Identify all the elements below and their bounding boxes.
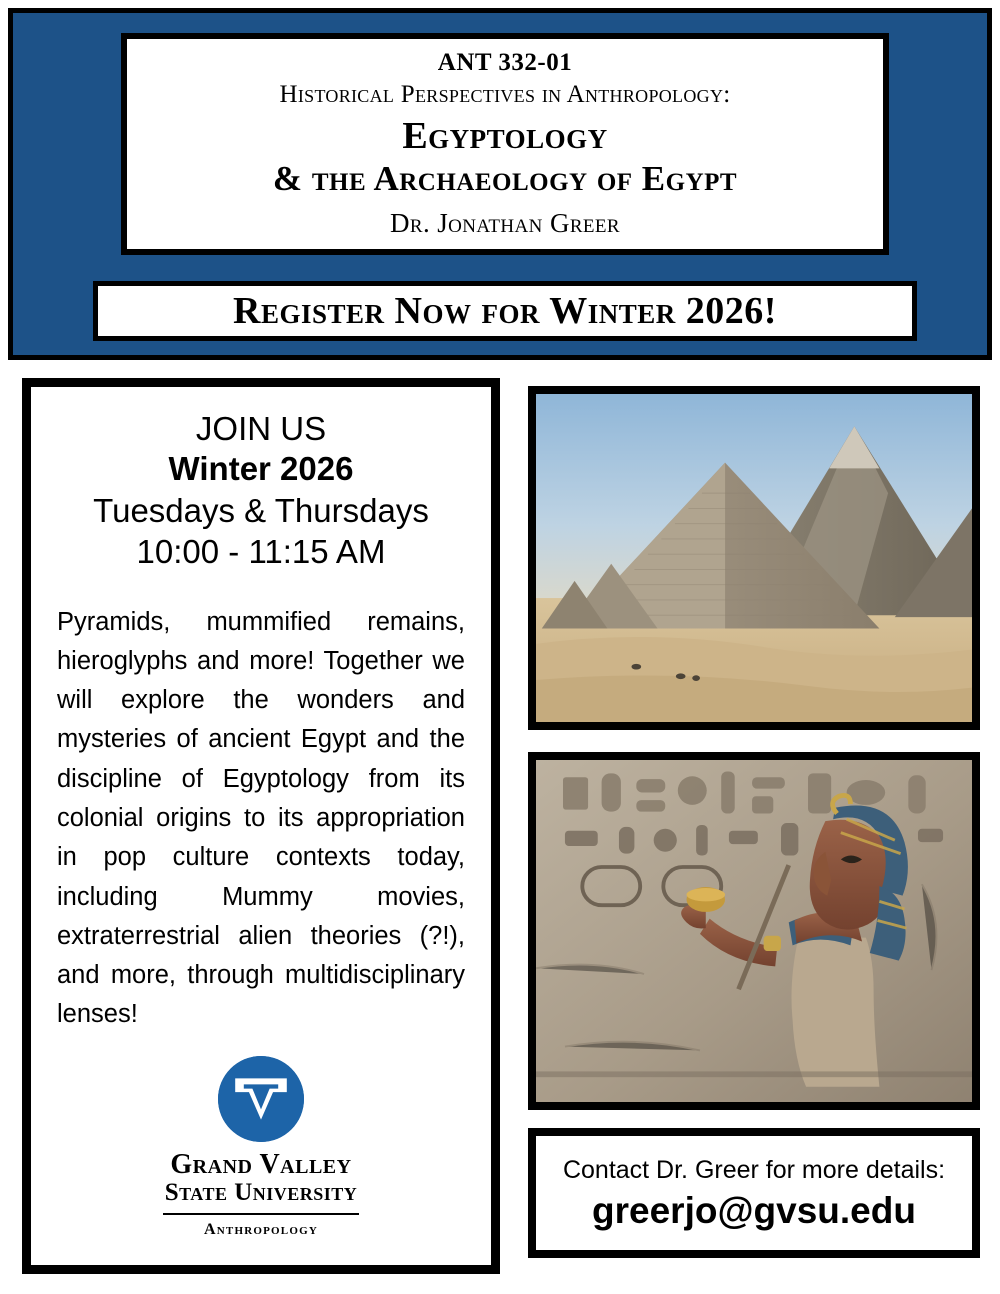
giza-pyramids-photo bbox=[528, 386, 980, 730]
course-code: ANT 332-01 bbox=[437, 49, 573, 77]
register-callout bbox=[93, 281, 917, 341]
gvsu-name-line1: Grand Valley bbox=[170, 1149, 352, 1181]
gvsu-logo bbox=[31, 1056, 491, 1239]
register-callout-text: Register Now for Winter 2026! bbox=[233, 290, 777, 332]
logo-divider bbox=[163, 1213, 359, 1215]
contact-email[interactable]: greerjo@gvsu.edu bbox=[592, 1189, 916, 1231]
course-details-panel bbox=[22, 378, 500, 1274]
course-title-box bbox=[121, 33, 889, 255]
join-us-heading: JOIN US bbox=[195, 410, 327, 447]
term-label: Winter 2026 bbox=[168, 450, 354, 488]
course-description: Pyramids, mummified remains, hieroglyphs and more! Together we will explore the wonders and mysteries of ancient Egypt and the discipline of Egyptology from its colonial origins to its appropriation in pop culture contexts today, including Mummy movies, extraterrestrial alien theories (?!), and more, through multidisciplinary lenses! bbox=[57, 607, 465, 1029]
course-title-line1: Egyptology bbox=[402, 115, 608, 158]
contact-prompt: Contact Dr. Greer for more details: bbox=[562, 1155, 946, 1184]
contact-box bbox=[528, 1128, 980, 1258]
instructor-name: Dr. Jonathan Greer bbox=[389, 207, 620, 238]
meeting-days: Tuesdays & Thursdays bbox=[93, 491, 429, 529]
department-label: Anthropology bbox=[204, 1221, 318, 1238]
gvsu-name-line2: State University bbox=[164, 1178, 358, 1206]
meeting-time: 10:00 - 11:15 AM bbox=[136, 533, 386, 571]
egyptian-relief-photo bbox=[528, 752, 980, 1110]
course-subtitle: Historical Perspectives in Anthropology: bbox=[279, 81, 731, 109]
header-banner bbox=[8, 8, 992, 360]
course-title-line2: & the Archaeology of Egypt bbox=[272, 158, 738, 198]
gvsu-shield-icon bbox=[218, 1056, 304, 1142]
